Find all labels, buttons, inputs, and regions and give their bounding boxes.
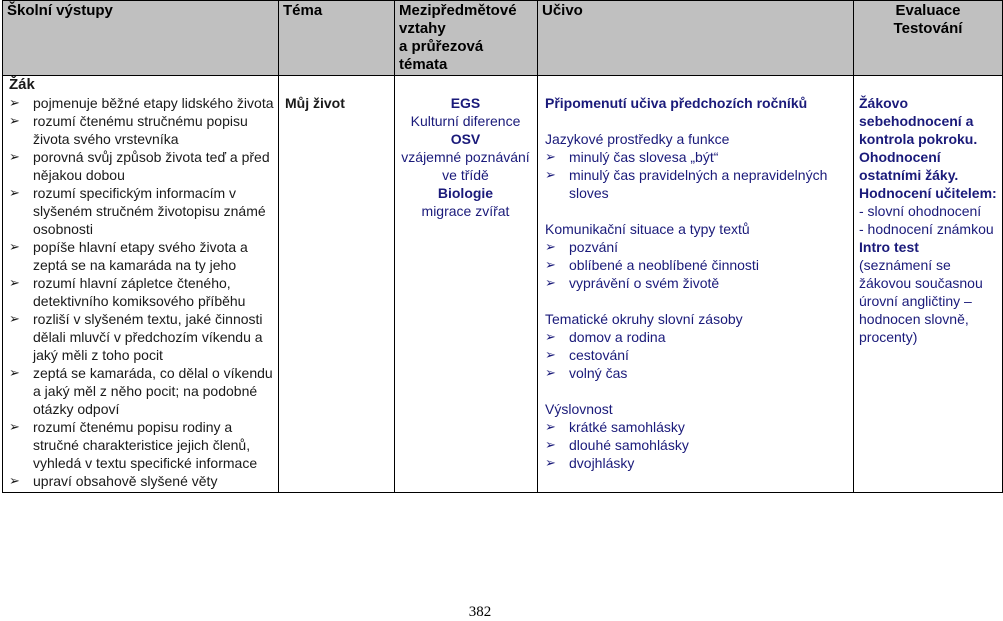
list-item bbox=[9, 148, 274, 184]
list-item bbox=[545, 166, 847, 202]
list-item bbox=[9, 94, 274, 112]
comm-list bbox=[545, 238, 847, 292]
list-item-text: upraví obsahově slyšené věty bbox=[33, 473, 218, 489]
list-item bbox=[9, 418, 274, 472]
lang-title: Jazykové prostředky a funkce bbox=[545, 131, 730, 147]
table-header bbox=[3, 1, 1003, 76]
arrow-bullet-icon: ➢ bbox=[9, 311, 20, 326]
header-cross-line: a průřezová bbox=[399, 38, 484, 55]
arrow-bullet-icon: ➢ bbox=[9, 113, 20, 128]
eval-grade: - hodnocení známkou bbox=[859, 221, 994, 237]
header-cross-line: Mezipředmětové bbox=[399, 2, 517, 19]
pupil-label: Žák bbox=[9, 76, 35, 93]
list-item bbox=[9, 364, 274, 418]
curriculum-table bbox=[2, 0, 1003, 493]
outputs-list bbox=[9, 94, 274, 490]
evaluation-cell bbox=[854, 76, 1003, 493]
eval-verbal: - slovní ohodnocení bbox=[859, 203, 982, 219]
eval-teacher: Hodnocení učitelem: bbox=[859, 185, 997, 201]
list-item bbox=[545, 256, 847, 274]
list-item bbox=[545, 328, 847, 346]
list-item-text: dlouhé samohlásky bbox=[569, 437, 689, 453]
arrow-bullet-icon: ➢ bbox=[545, 347, 556, 362]
arrow-bullet-icon: ➢ bbox=[545, 437, 556, 452]
cross-item: Kulturní diference bbox=[410, 113, 521, 129]
list-item-text: rozumí čtenému stručnému popisu života svého vrstevníka bbox=[33, 113, 248, 147]
cross-item: Biologie bbox=[437, 185, 494, 201]
arrow-bullet-icon: ➢ bbox=[9, 95, 20, 110]
list-item bbox=[545, 346, 847, 364]
list-item-text: minulý čas slovesa „být“ bbox=[569, 149, 719, 165]
arrow-bullet-icon: ➢ bbox=[9, 473, 20, 488]
list-item-text: domov a rodina bbox=[569, 329, 666, 345]
list-item bbox=[545, 274, 847, 292]
curriculum-cell bbox=[538, 76, 854, 493]
header-testing-line: Testování bbox=[893, 20, 963, 37]
header-cross-line: vztahy bbox=[399, 20, 446, 37]
review-title: Připomenutí učiva předchozích ročníků bbox=[545, 95, 808, 111]
list-item-text: rozumí hlavní zápletce čteného, detektivního komiksového příběhu bbox=[33, 275, 246, 309]
arrow-bullet-icon: ➢ bbox=[9, 185, 20, 200]
list-item bbox=[9, 274, 274, 310]
eval-peers: Ohodnocení ostatními žáky. bbox=[859, 149, 959, 183]
vocab-list bbox=[545, 328, 847, 382]
arrow-bullet-icon: ➢ bbox=[545, 275, 556, 290]
arrow-bullet-icon: ➢ bbox=[545, 257, 556, 272]
pron-title: Výslovnost bbox=[545, 401, 613, 417]
outputs-cell bbox=[3, 76, 279, 493]
list-item-text: rozliší v slyšeném textu, jaké činnosti dělali mluvčí v předchozím víkendu a jaký měli z toho pocit bbox=[33, 311, 263, 363]
lang-list bbox=[545, 148, 847, 202]
eval-intro-desc: (seznámení se žákovou současnou úrovní angličtiny – hodnocen slovně, procenty) bbox=[859, 257, 983, 345]
comm-title: Komunikační situace a typy textů bbox=[545, 221, 750, 237]
header-topic: Téma bbox=[279, 1, 395, 76]
arrow-bullet-icon: ➢ bbox=[545, 365, 556, 380]
arrow-bullet-icon: ➢ bbox=[9, 239, 20, 254]
header-evaluation bbox=[854, 1, 1003, 76]
list-item-text: krátké samohlásky bbox=[569, 419, 685, 435]
header-school-outputs: Školní výstupy bbox=[3, 1, 279, 76]
arrow-bullet-icon: ➢ bbox=[9, 365, 20, 380]
arrow-bullet-icon: ➢ bbox=[545, 239, 556, 254]
arrow-bullet-icon: ➢ bbox=[9, 275, 20, 290]
header-cross-line: témata bbox=[399, 56, 448, 73]
list-item-text: volný čas bbox=[569, 365, 628, 381]
list-item bbox=[9, 472, 274, 490]
list-item-text: porovná svůj způsob života teď a před nějakou dobou bbox=[33, 149, 270, 183]
list-item-text: popíše hlavní etapy svého života a zeptá se na kamaráda na ty jeho bbox=[33, 239, 248, 273]
list-item-text: dvojhlásky bbox=[569, 455, 635, 471]
arrow-bullet-icon: ➢ bbox=[9, 149, 20, 164]
list-item-text: minulý čas pravidelných a nepravidelných sloves bbox=[569, 167, 828, 201]
list-item-text: zeptá se kamaráda, co dělal o víkendu a jaký měl z něho pocit; na podobné otázky odpoví bbox=[33, 365, 273, 417]
cross-item: OSV bbox=[450, 131, 481, 147]
cross-curricular-cell bbox=[395, 76, 538, 493]
list-item bbox=[545, 364, 847, 382]
list-item bbox=[545, 436, 847, 454]
arrow-bullet-icon: ➢ bbox=[545, 149, 556, 164]
arrow-bullet-icon: ➢ bbox=[9, 419, 20, 434]
topic-cell bbox=[279, 76, 395, 493]
cross-item: vzájemné poznávání ve třídě bbox=[401, 149, 530, 183]
list-item-text: oblíbené a neoblíbené činnosti bbox=[569, 257, 759, 273]
list-item-text: pojmenuje běžné etapy lidského života bbox=[33, 95, 274, 111]
list-item bbox=[545, 238, 847, 256]
list-item bbox=[9, 238, 274, 274]
list-item bbox=[9, 310, 274, 364]
arrow-bullet-icon: ➢ bbox=[545, 329, 556, 344]
arrow-bullet-icon: ➢ bbox=[545, 167, 556, 182]
header-cross-curricular bbox=[395, 1, 538, 76]
list-item-text: pozvání bbox=[569, 239, 619, 255]
header-evaluation-line: Evaluace bbox=[895, 2, 961, 19]
page-number: 382 bbox=[468, 604, 492, 620]
list-item-text: rozumí čtenému popisu rodiny a stručné charakteristice jejich členů, vyhledá v textu specifické informace bbox=[33, 419, 258, 471]
list-item bbox=[9, 184, 274, 238]
list-item bbox=[9, 112, 274, 148]
list-item bbox=[545, 418, 847, 436]
list-item-text: vyprávění o svém životě bbox=[569, 275, 720, 291]
arrow-bullet-icon: ➢ bbox=[545, 419, 556, 434]
header-curriculum: Učivo bbox=[538, 1, 854, 76]
eval-self: Žákovo sebehodnocení a kontrola pokroku. bbox=[859, 95, 978, 147]
pron-list bbox=[545, 418, 847, 472]
vocab-title: Tematické okruhy slovní zásoby bbox=[545, 311, 743, 327]
cross-item: EGS bbox=[450, 95, 481, 111]
arrow-bullet-icon: ➢ bbox=[545, 455, 556, 470]
eval-intro-test: Intro test bbox=[859, 239, 919, 255]
cross-item: migrace zvířat bbox=[421, 203, 510, 219]
list-item-text: rozumí specifickým informacím v slyšeném stručném životopisu známé osobnosti bbox=[33, 185, 266, 237]
list-item bbox=[545, 454, 847, 472]
list-item bbox=[545, 148, 847, 166]
topic-title: Můj život bbox=[285, 95, 345, 111]
table-row bbox=[3, 76, 1003, 493]
list-item-text: cestování bbox=[569, 347, 629, 363]
